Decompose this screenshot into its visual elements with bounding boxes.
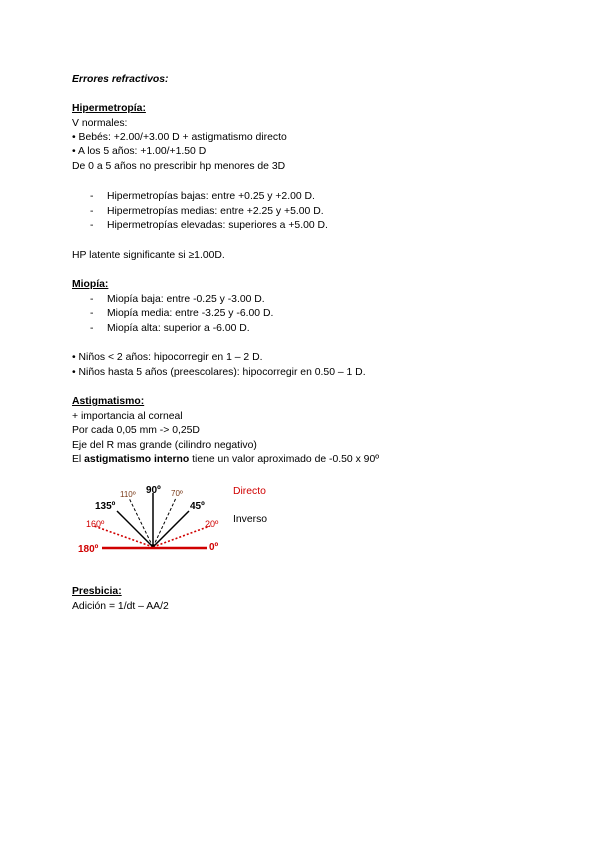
miopia-note: • Niños hasta 5 años (preescolares): hipocorregir en 0.50 – 1 D.	[72, 367, 366, 378]
list-dash: -	[90, 308, 94, 319]
miopia-item: Miopía media: entre -3.25 y -6.00 D.	[107, 308, 274, 319]
hipermetropia-line: • A los 5 años: +1.00/+1.50 D	[72, 146, 207, 157]
hipermetropia-item: Hipermetropías elevadas: superiores a +5.00 D.	[107, 220, 328, 231]
axis-20-line	[153, 526, 210, 547]
astigmatismo-interno-prefix: El	[72, 454, 85, 465]
hipermetropia-line: De 0 a 5 años no prescribir hp menores de 3D	[72, 161, 286, 172]
list-dash: -	[90, 191, 94, 202]
hp-latente-note: HP latente significante si ≥1.00D.	[72, 250, 225, 261]
list-dash: -	[90, 220, 94, 231]
legend-directo: Directo	[233, 486, 266, 497]
label-70: 70º	[171, 489, 183, 498]
list-dash: -	[90, 206, 94, 217]
document-title: Errores refractivos:	[72, 74, 169, 85]
hipermetropia-line: V normales:	[72, 118, 128, 129]
axis-160-line	[94, 526, 153, 547]
astigmatismo-line: Eje del R mas grande (cilindro negativo)	[72, 440, 257, 451]
axis-135-line	[117, 511, 153, 547]
label-20: 20º	[205, 519, 219, 529]
astigmatismo-heading: Astigmatismo:	[72, 396, 145, 407]
miopia-item: Miopía alta: superior a -6.00 D.	[107, 323, 250, 334]
astigmatismo-interno-line	[72, 453, 379, 466]
miopia-heading: Miopía:	[72, 279, 109, 290]
label-160: 160º	[86, 519, 105, 529]
label-135: 135º	[95, 501, 116, 512]
label-0: 0º	[209, 542, 219, 553]
astigmatismo-interno-suffix: tiene un valor aproximado de -0.50 x 90º	[189, 454, 380, 465]
label-45: 45º	[190, 501, 205, 512]
presbicia-heading: Presbicia:	[72, 586, 122, 597]
astigmatismo-interno-bold: astigmatismo interno	[84, 454, 190, 465]
hipermetropia-heading: Hipermetropía:	[72, 103, 146, 114]
presbicia-formula: Adición = 1/dt – AA/2	[72, 601, 169, 612]
hipermetropia-line: • Bebés: +2.00/+3.00 D + astigmatismo directo	[72, 132, 287, 143]
hipermetropia-item: Hipermetropías bajas: entre +0.25 y +2.00 D.	[107, 191, 315, 202]
label-110: 110º	[120, 490, 136, 499]
astigmatismo-line: + importancia al corneal	[72, 411, 183, 422]
miopia-item: Miopía baja: entre -0.25 y -3.00 D.	[107, 294, 265, 305]
hipermetropia-item: Hipermetropías medias: entre +2.25 y +5.00 D.	[107, 206, 324, 217]
astigmatismo-line: Por cada 0,05 mm -> 0,25D	[72, 425, 200, 436]
axis-45-line	[153, 511, 189, 547]
astigmatism-axis-diagram	[72, 478, 232, 558]
list-dash: -	[90, 294, 94, 305]
miopia-note: • Niños < 2 años: hipocorregir en 1 – 2 D.	[72, 352, 263, 363]
label-180: 180º	[78, 544, 99, 555]
label-90: 90º	[146, 485, 161, 496]
legend-inverso: Inverso	[233, 514, 268, 525]
list-dash: -	[90, 323, 94, 334]
